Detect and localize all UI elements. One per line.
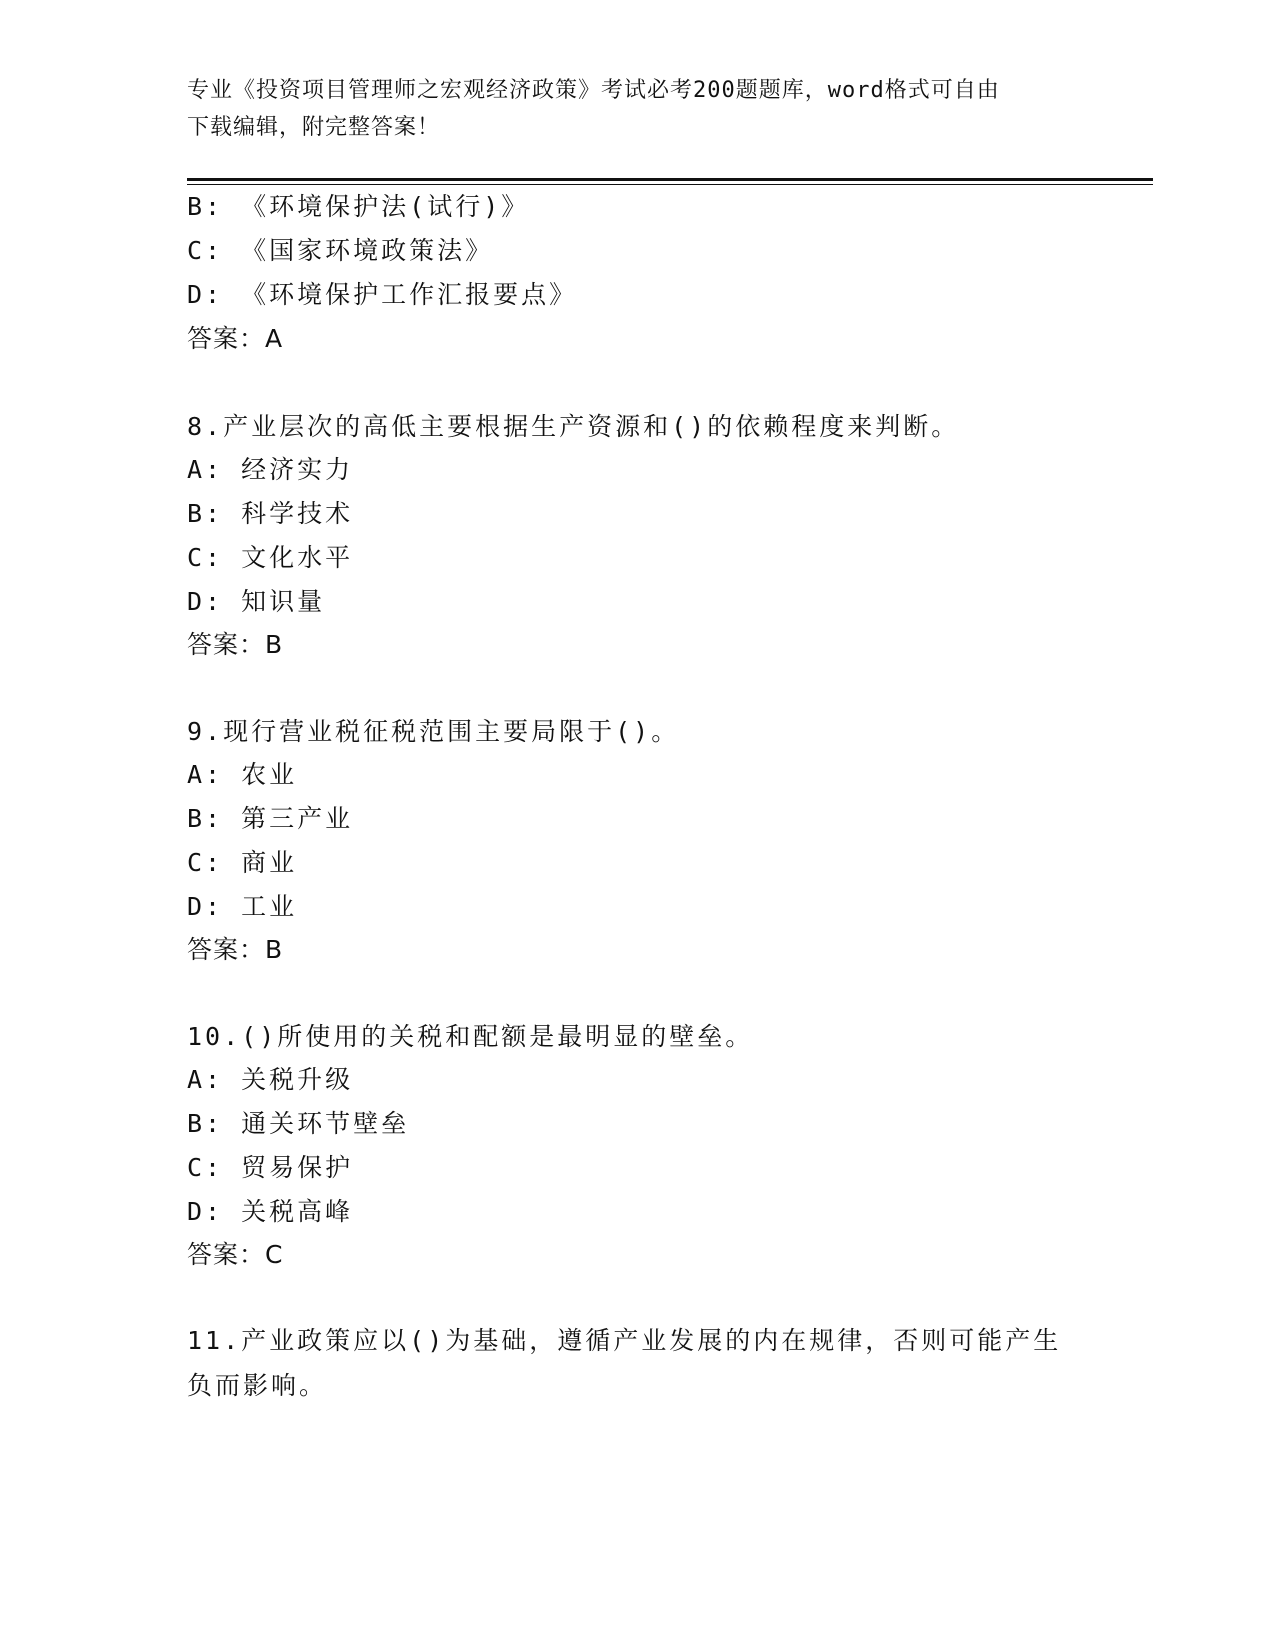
q9-option-b: B: 第三产业 [187, 804, 354, 833]
q9-option-c: C: 商业 [187, 848, 298, 877]
q8-option-b: B: 科学技术 [187, 499, 354, 528]
q10-option-d: D: 关税高峰 [187, 1197, 354, 1226]
q9-question: 9.现行营业税征税范围主要局限于()。 [187, 717, 680, 746]
q10-answer: 答案：C [187, 1240, 284, 1269]
q11-question-line-2: 负而影响。 [187, 1371, 328, 1400]
q10-option-c: C: 贸易保护 [187, 1153, 354, 1182]
q8-question: 8.产业层次的高低主要根据生产资源和()的依赖程度来判断。 [187, 412, 960, 441]
header-divider-thick [187, 178, 1153, 181]
q8-option-d: D: 知识量 [187, 587, 326, 616]
q9-option-a: A: 农业 [187, 760, 298, 789]
q7-option-c: C: 《国家环境政策法》 [187, 236, 494, 265]
q8-option-c: C: 文化水平 [187, 543, 354, 572]
q7-option-b: B: 《环境保护法(试行)》 [187, 192, 530, 221]
q7-answer: 答案：A [187, 324, 284, 353]
q9-option-d: D: 工业 [187, 892, 298, 921]
header-divider-thin [187, 184, 1153, 185]
header-line-1: 专业《投资项目管理师之宏观经济政策》考试必考200题题库，word格式可自由 [187, 78, 1000, 103]
q11-question-line-1: 11.产业政策应以()为基础，遵循产业发展的内在规律，否则可能产生 [187, 1326, 1062, 1355]
q9-answer: 答案：B [187, 935, 284, 964]
q10-option-b: B: 通关环节壁垒 [187, 1109, 410, 1138]
q7-option-d: D: 《环境保护工作汇报要点》 [187, 280, 578, 309]
header-line-2: 下载编辑，附完整答案！ [187, 115, 441, 140]
q10-option-a: A: 关税升级 [187, 1065, 354, 1094]
document-header [187, 72, 1087, 146]
q11-question [187, 1318, 1087, 1408]
q10-question: 10.()所使用的关税和配额是最明显的壁垒。 [187, 1022, 754, 1051]
q8-option-a: A: 经济实力 [187, 455, 354, 484]
q8-answer: 答案：B [187, 630, 284, 659]
